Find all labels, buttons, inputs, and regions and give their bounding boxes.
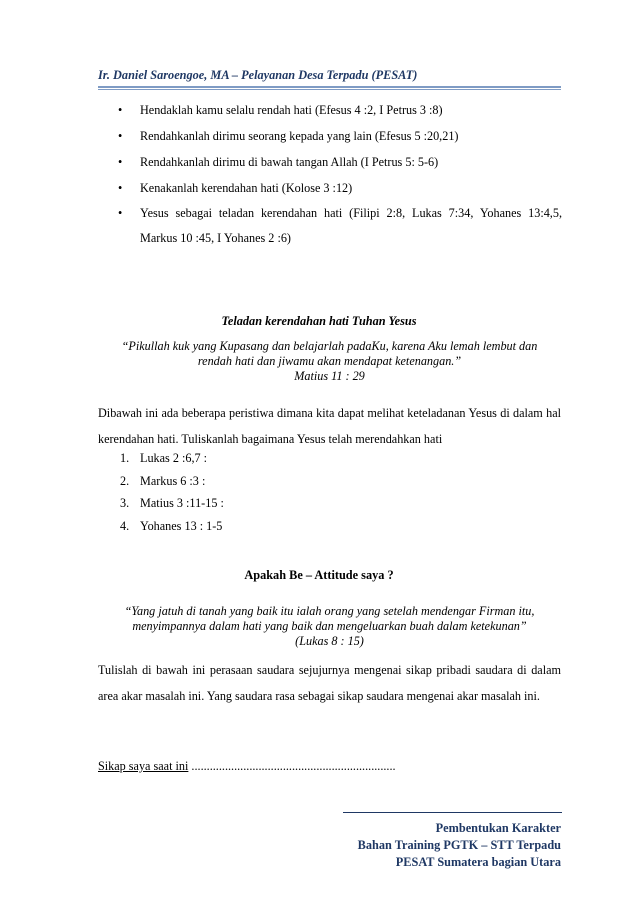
- quote-reference: (Lukas 8 : 15): [295, 634, 364, 648]
- quote-reference: Matius 11 : 29: [294, 369, 365, 383]
- page-header-title: Ir. Daniel Saroengoe, MA – Pelayanan Desa Terpadu (PESAT): [98, 68, 418, 82]
- list-item: 3. Matius 3 :11-15 :: [120, 496, 224, 510]
- attitude-blank: ...................................................................: [188, 759, 396, 773]
- page-footer: [358, 820, 561, 871]
- list-item: 2. Markus 6 :3 :: [120, 473, 206, 488]
- footer-line-1: Pembentukan Karakter: [435, 821, 561, 835]
- reflection-paragraph: Tulislah di bawah ini perasaan saudara sejujurnya mengenai sikap pribadi saudara di dalam area akar masalah ini. Yang saudara rasa sebagai sikap saudara mengenai akar masalah ini.: [98, 663, 561, 703]
- scripture-quote-matius: “Pikullah kuk yang Kupasang dan belajarlah padaKu, karena Aku lemah lembut dan rendah hati dan jiwamu akan mendapat ketenangan.” Matius 11 : 29: [98, 339, 561, 384]
- header-divider: [98, 86, 561, 88]
- instruction-paragraph: Dibawah ini ada beberapa peristiwa dimana kita dapat melihat keteladanan Yesus di dalam hal kerendahan hati. Tuliskanlah bagaimana Yesus telah merendahkan hati: [98, 406, 561, 446]
- section-title-attitude: Apakah Be – Attitude saya ?: [244, 568, 394, 582]
- list-item: 1. Lukas 2 :6,7 :: [120, 451, 208, 465]
- footer-divider: [343, 812, 562, 813]
- list-item: • Kenakanlah kerendahan hati (Kolose 3 :12): [98, 175, 562, 201]
- footer-line-3: PESAT Sumatera bagian Utara: [395, 855, 561, 869]
- header-divider-thin: [98, 89, 561, 90]
- scripture-quote-lukas: “Yang jatuh di tanah yang baik itu ialah orang yang setelah mendengar Firman itu, menyimpannya dalam hati yang baik dan mengeluarkan buah dalam ketekunan” (Lukas 8 : 15): [98, 604, 561, 649]
- list-item: • Rendahkanlah dirimu di bawah tangan Allah (I Petrus 5: 5-6): [98, 149, 562, 175]
- bullet-icon: •: [118, 103, 123, 117]
- humility-verse-list: [98, 97, 562, 251]
- verse-reference-list: [98, 447, 224, 537]
- attitude-fill-in-line: [98, 759, 396, 774]
- list-item: • Rendahkanlah dirimu seorang kepada yang lain (Efesus 5 :20,21): [98, 123, 562, 149]
- bullet-icon: •: [118, 129, 123, 143]
- bullet-icon: •: [118, 155, 123, 169]
- bullet-icon: •: [118, 206, 123, 220]
- list-item: 4. Yohanes 13 : 1-5: [120, 518, 223, 533]
- list-item: • Yesus sebagai teladan kerendahan hati (Filipi 2:8, Lukas 7:34, Yohanes 13:4,5, Markus 10 :45, I Yohanes 2 :6): [98, 201, 562, 251]
- list-item: • Hendaklah kamu selalu rendah hati (Efesus 4 :2, I Petrus 3 :8): [98, 97, 562, 123]
- section-title-teladan: Teladan kerendahan hati Tuhan Yesus: [221, 314, 417, 328]
- bullet-icon: •: [118, 181, 123, 195]
- footer-line-2: Bahan Training PGTK – STT Terpadu: [357, 838, 561, 852]
- attitude-label: Sikap saya saat ini: [98, 759, 189, 773]
